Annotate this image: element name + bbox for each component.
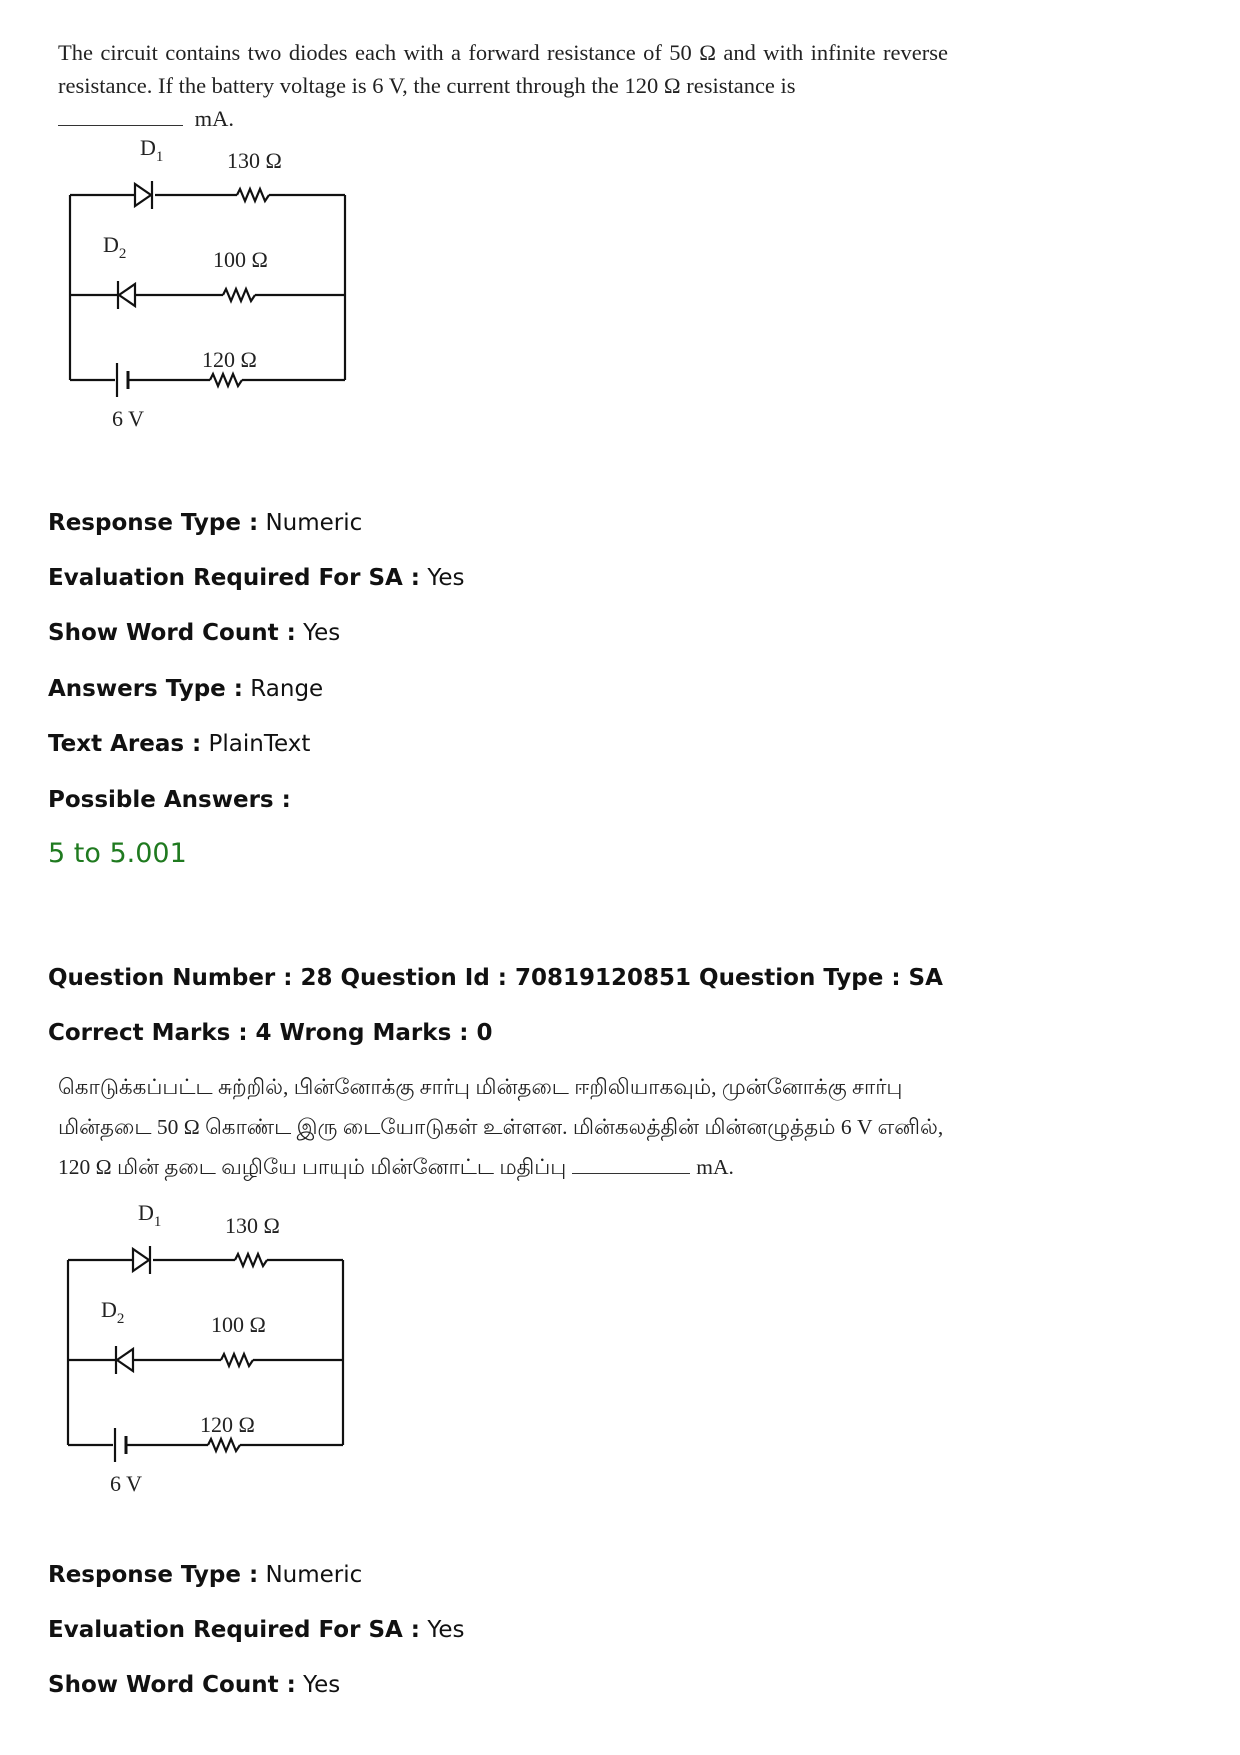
response-type-row: Response Type : Numeric	[48, 510, 363, 536]
diode-d2-icon	[116, 1346, 133, 1374]
possible-answers-row: Possible Answers :	[48, 787, 291, 813]
battery-label: 6 V	[112, 406, 144, 431]
r2-label: 100 Ω	[211, 1312, 266, 1337]
battery-icon	[117, 363, 128, 397]
text-areas-row: Text Areas : PlainText	[48, 731, 311, 757]
r2-label: 100 Ω	[213, 247, 268, 272]
r3-label: 120 Ω	[202, 347, 257, 372]
possible-answer-value: 5 to 5.001	[48, 838, 187, 869]
d2-label: $D_2$	[103, 232, 127, 262]
r1-label: 130 Ω	[225, 1213, 280, 1238]
evaluation-required-row: Evaluation Required For SA : Yes	[48, 1617, 465, 1643]
r3-label: 120 Ω	[200, 1412, 255, 1437]
d1-label: $D_1$	[140, 135, 164, 165]
battery-icon	[115, 1428, 126, 1462]
diode-d2-icon	[118, 281, 135, 309]
answers-type-row: Answers Type : Range	[48, 676, 324, 702]
diode-d1-icon	[133, 1246, 150, 1274]
response-type-row: Response Type : Numeric	[48, 1562, 363, 1588]
diode-d1-icon	[135, 181, 152, 209]
answer-blank	[58, 103, 183, 126]
answer-blank	[572, 1151, 690, 1174]
d1-label: $D_1$	[138, 1200, 162, 1230]
question-header: Question Number : 28 Question Id : 70819120851 Question Type : SA	[48, 965, 943, 991]
battery-label: 6 V	[110, 1471, 142, 1496]
d2-label: $D_2$	[101, 1297, 125, 1327]
marks-header: Correct Marks : 4 Wrong Marks : 0	[48, 1020, 493, 1046]
question-text-tamil: கொடுக்கப்பட்ட சுற்றில், பின்னோக்கு சார்பு மின்தடை ஈறிலியாகவும், முன்னோக்கு சார்பு மின்தடை 50 Ω கொண்ட இரு டையோடுகள் உள்ளன. மின்கலத்தின் மின்னழுத்தம் 6 V எனில், 120 Ω மின் தடை வழியே பாயும் மின்னோட்ட மதிப்பு mA.	[58, 1075, 944, 1179]
circuit-diagram	[55, 135, 375, 480]
evaluation-required-row: Evaluation Required For SA : Yes	[48, 565, 465, 591]
show-word-count-row: Show Word Count : Yes	[48, 620, 341, 646]
r1-label: 130 Ω	[227, 148, 282, 173]
circuit-diagram	[53, 1200, 373, 1545]
show-word-count-row: Show Word Count : Yes	[48, 1672, 341, 1698]
question-text-english: The circuit contains two diodes each with a forward resistance of 50 Ω and with infinite reverse resistance. If the battery voltage is 6 V, the current through the 120 Ω resistance is mA.	[58, 40, 948, 131]
